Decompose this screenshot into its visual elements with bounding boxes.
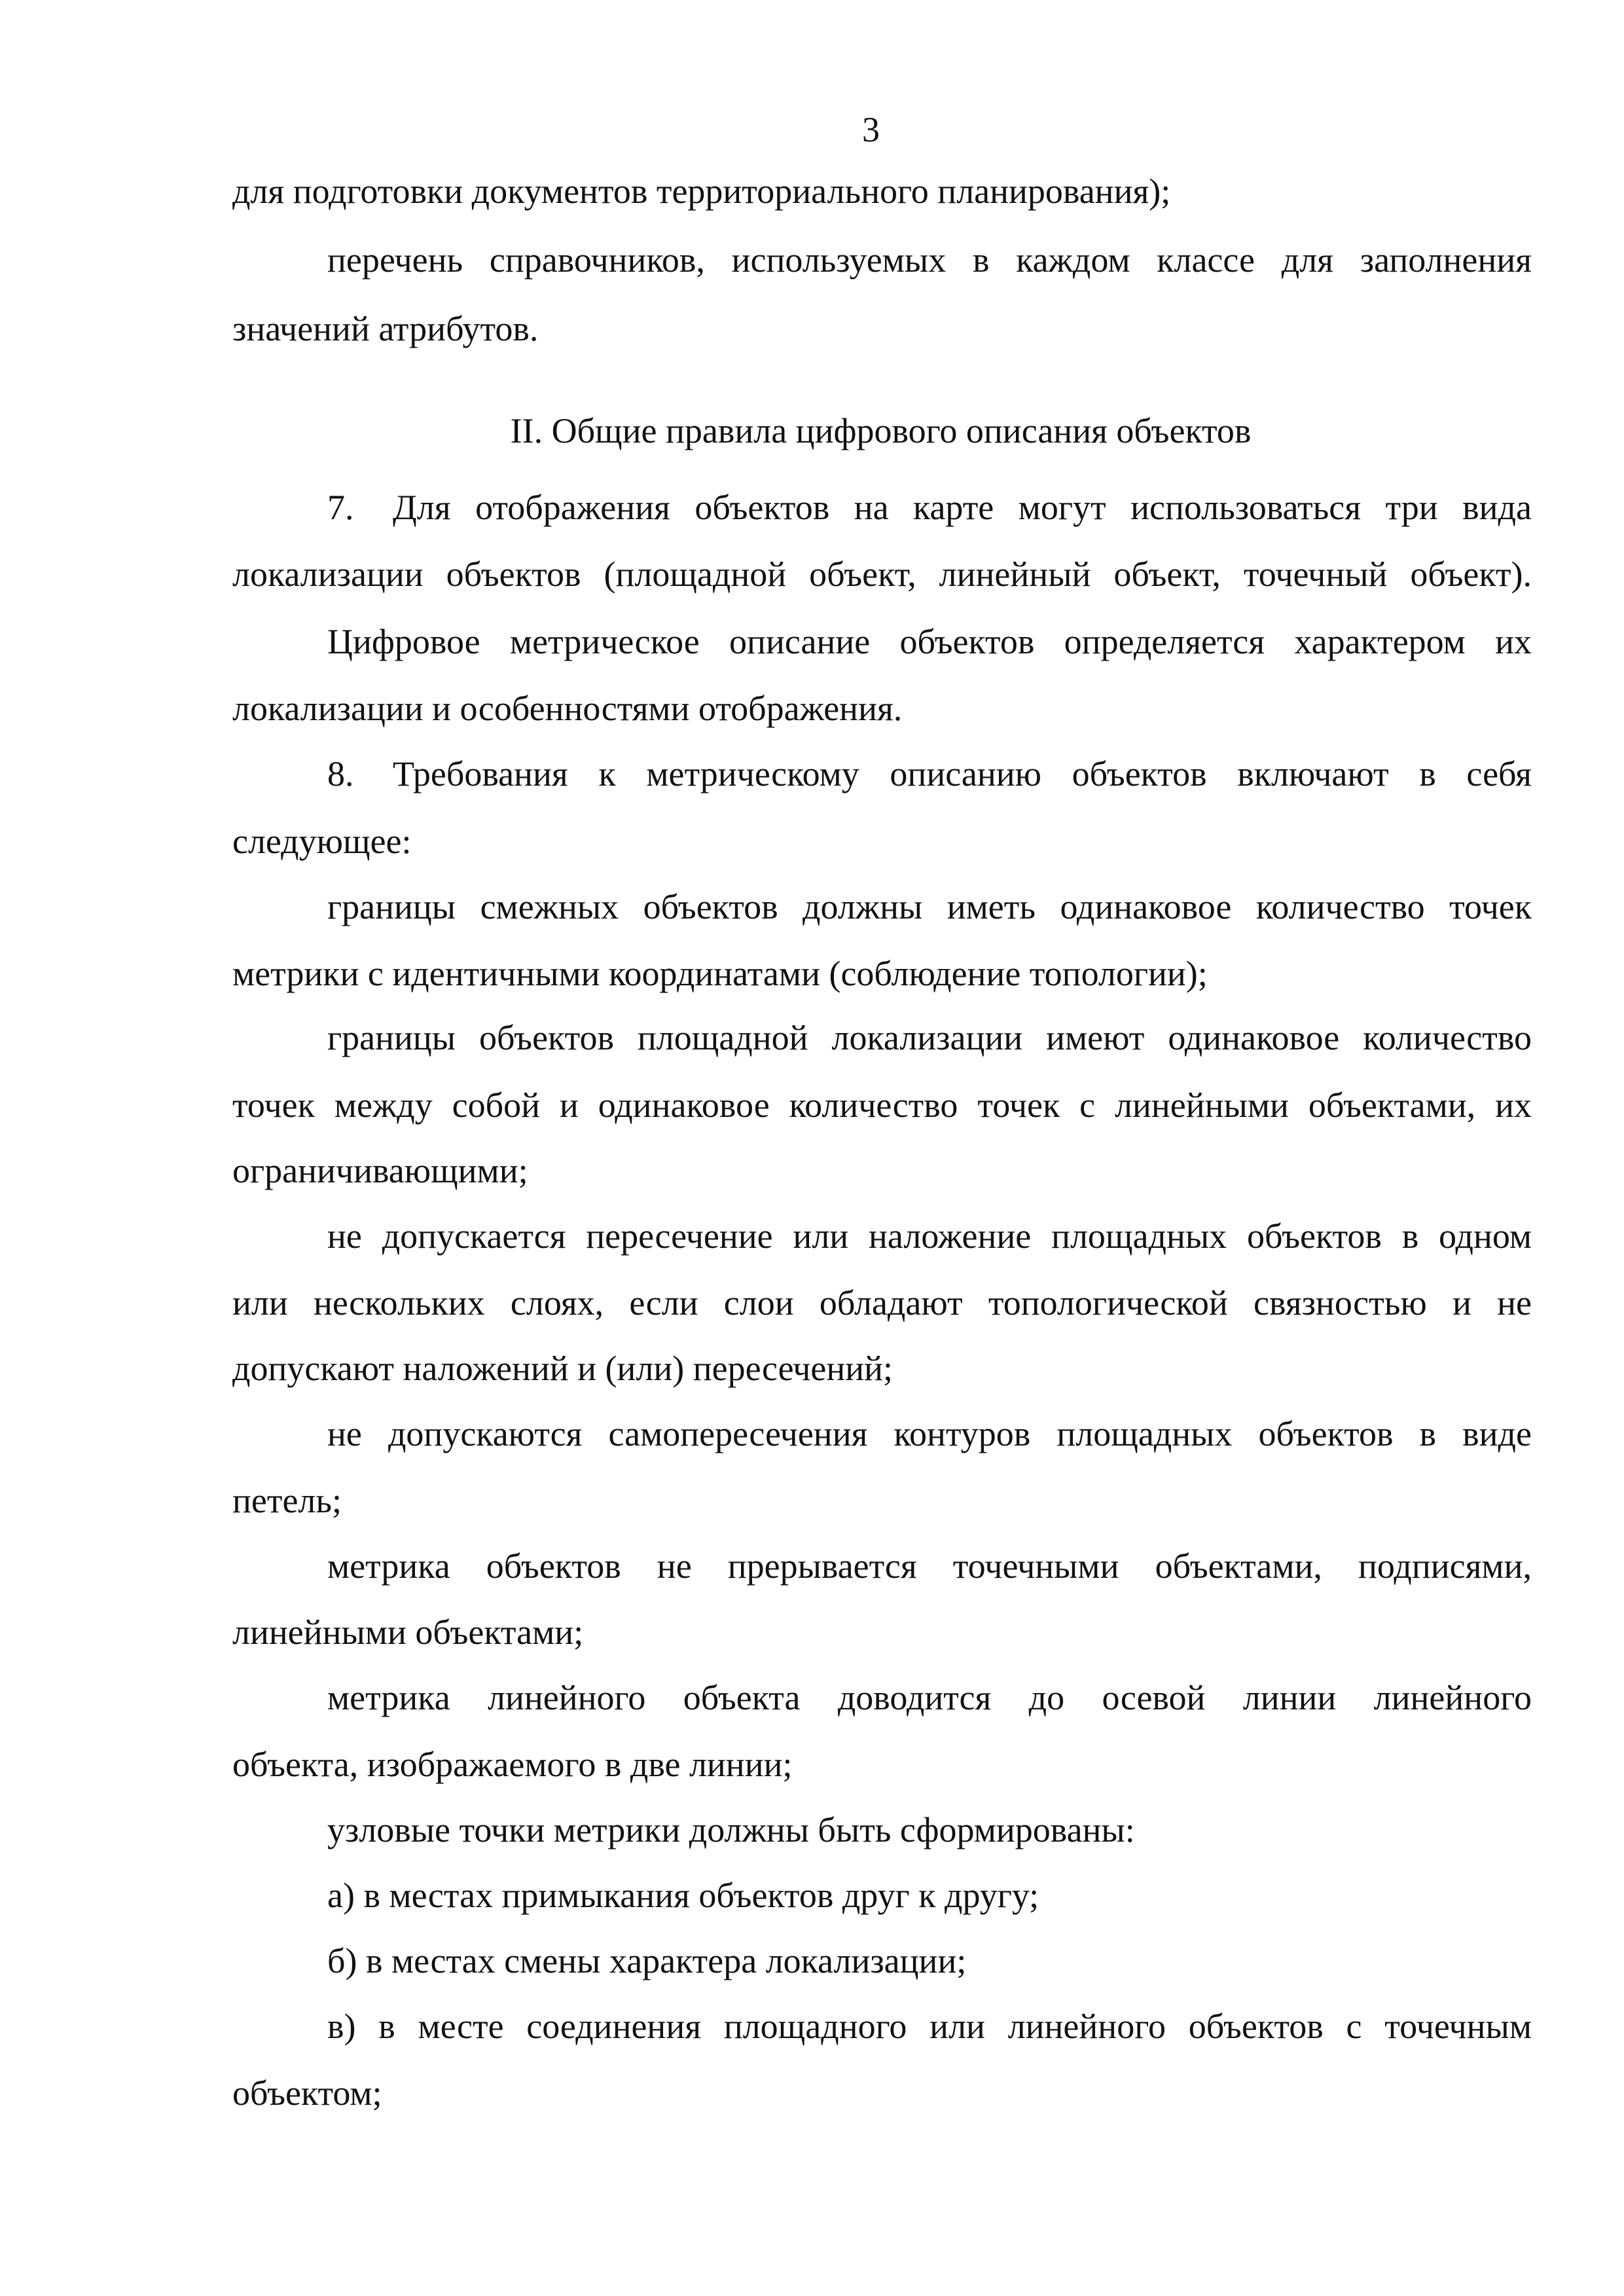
text-line: узловые точки метрики должны быть сформированы: bbox=[327, 1810, 1135, 1850]
text-line: значений атрибутов. bbox=[232, 309, 539, 348]
page-number: 3 bbox=[862, 110, 880, 149]
text-line: Требования к метрическому описанию объектов включают в себя bbox=[393, 754, 1532, 793]
text-line: не допускается пересечение или наложение площадных объектов в одном bbox=[327, 1216, 1532, 1256]
list-item: а) в местах примыкания объектов друг к другу; bbox=[327, 1876, 1039, 1915]
item-number: 7. bbox=[327, 488, 354, 527]
text-line: Для отображения объектов на карте могут использоваться три вида bbox=[393, 488, 1532, 527]
section-heading: II. Общие правила цифрового описания объектов bbox=[510, 411, 1252, 450]
text-line: метрика объектов не прерывается точечными объектами, подписями, bbox=[327, 1546, 1532, 1586]
text-line: перечень справочников, используемых в каждом классе для заполнения bbox=[327, 240, 1532, 280]
list-item: в) в месте соединения площадного или линейного объектов с точечным bbox=[327, 2007, 1532, 2046]
text-line: линейными объектами; bbox=[232, 1613, 584, 1652]
text-line: не допускаются самопересечения контуров площадных объектов в виде bbox=[327, 1414, 1532, 1453]
text-line: ограничивающими; bbox=[232, 1151, 528, 1190]
text-line: Цифровое метрическое описание объектов определяется характером их bbox=[327, 622, 1532, 661]
text-line: объекта, изображаемого в две линии; bbox=[232, 1745, 793, 1784]
text-line: границы объектов площадной локализации имеют одинаковое количество bbox=[327, 1018, 1532, 1057]
text-line: для подготовки документов территориального планирования); bbox=[232, 172, 1171, 211]
text-line: петель; bbox=[232, 1481, 342, 1520]
item-number: 8. bbox=[327, 754, 354, 793]
text-line: границы смежных объектов должны иметь одинаковое количество точек bbox=[327, 887, 1532, 926]
list-item: б) в местах смены характера локализации; bbox=[327, 1941, 967, 1980]
text-line: метрика линейного объекта доводится до осевой линии линейного bbox=[327, 1678, 1532, 1717]
text-line: допускают наложений и (или) пересечений; bbox=[232, 1349, 893, 1388]
paragraph-8-first-line bbox=[327, 754, 1532, 793]
text-line: или нескольких слоях, если слои обладают топологической связностью и не bbox=[232, 1283, 1532, 1322]
text-line: следующее: bbox=[232, 822, 412, 861]
text-line: точек между собой и одинаковое количество точек с линейными объектами, их bbox=[232, 1085, 1532, 1125]
text-line: локализации и особенностями отображения. bbox=[232, 689, 903, 728]
text-line: метрики с идентичными координатами (соблюдение топологии); bbox=[232, 954, 1208, 993]
text-line: объектом; bbox=[232, 2073, 382, 2113]
text-line: локализации объектов (площадной объект, линейный объект, точечный объект). bbox=[232, 555, 1532, 594]
paragraph-7-first-line bbox=[327, 488, 1532, 527]
